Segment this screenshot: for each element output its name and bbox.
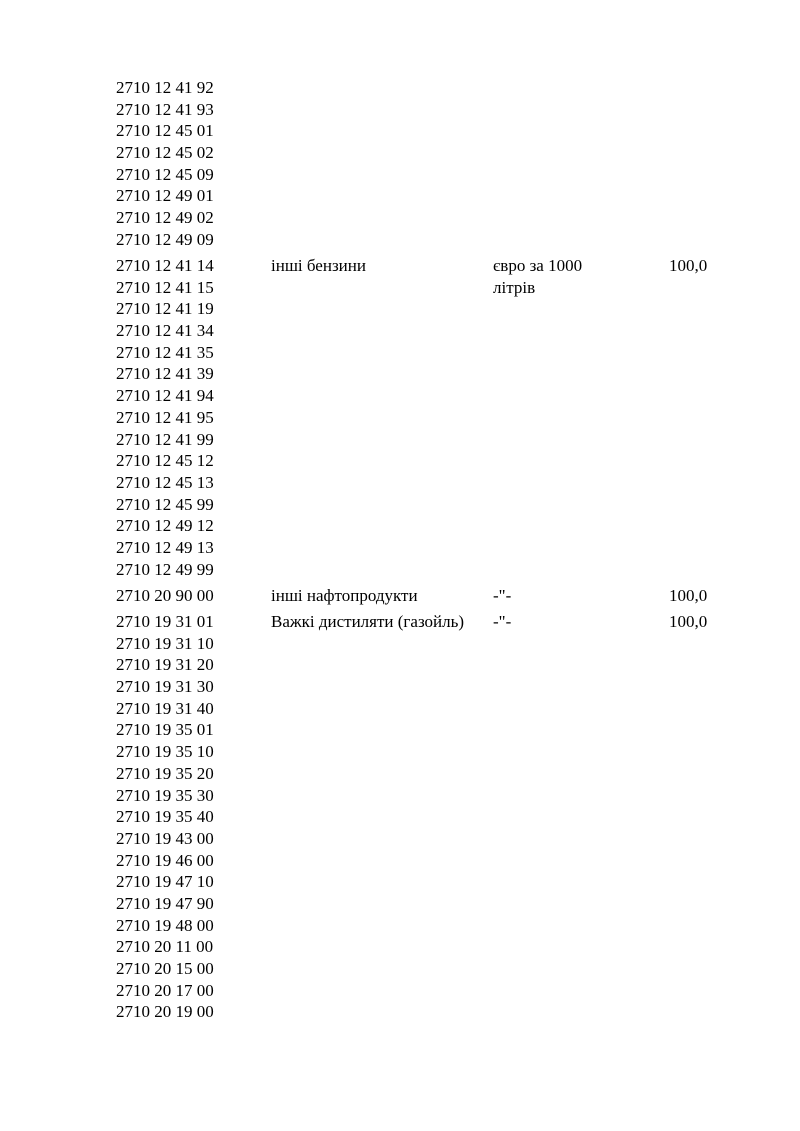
row-rate: 100,0 <box>669 585 708 605</box>
code-item: 2710 19 35 30 <box>116 785 214 805</box>
code-item: 2710 12 41 35 <box>116 342 214 362</box>
row-unit: євро за 1000 літрів <box>493 256 583 297</box>
code-item: 2710 19 48 00 <box>116 915 214 935</box>
code-item: 2710 12 49 12 <box>116 516 214 536</box>
code-list <box>116 77 266 251</box>
code-item: 2710 12 45 13 <box>116 472 214 492</box>
code-item: 2710 12 41 15 <box>116 277 214 297</box>
table-row <box>116 255 736 580</box>
table-row <box>116 611 736 1023</box>
code-item: 2710 12 49 02 <box>116 208 214 228</box>
code-item: 2710 19 31 01 <box>116 612 214 631</box>
code-list <box>116 255 266 580</box>
row-rate: 100,0 <box>669 256 708 275</box>
code-item: 2710 12 41 92 <box>116 78 214 97</box>
code-item: 2710 19 35 10 <box>116 742 214 762</box>
code-item: 2710 19 35 01 <box>116 720 214 740</box>
code-item: 2710 19 47 10 <box>116 872 214 892</box>
row-unit: -"- <box>493 585 512 605</box>
code-item: 2710 12 45 99 <box>116 494 214 514</box>
code-item: 2710 12 41 19 <box>116 299 214 319</box>
code-list <box>116 611 266 1023</box>
code-item: 2710 19 35 40 <box>116 807 214 827</box>
code-item: 2710 20 17 00 <box>116 980 214 1000</box>
code-item: 2710 12 41 95 <box>116 407 214 427</box>
code-item: 2710 12 45 02 <box>116 143 214 163</box>
code-item: 2710 19 43 00 <box>116 828 214 848</box>
table-row <box>116 585 736 607</box>
code-item: 2710 19 31 20 <box>116 655 214 675</box>
row-rate: 100,0 <box>669 612 708 631</box>
code-item: 2710 12 41 14 <box>116 256 214 275</box>
code-item: 2710 12 41 34 <box>116 321 214 341</box>
code-item: 2710 19 31 30 <box>116 677 214 697</box>
row-unit: -"- <box>493 612 512 631</box>
code-item: 2710 12 49 13 <box>116 537 214 557</box>
code-item: 2710 12 45 01 <box>116 121 214 141</box>
code-item: 2710 12 45 09 <box>116 164 214 184</box>
code-item: 2710 20 90 00 <box>116 585 214 605</box>
code-item: 2710 12 41 99 <box>116 429 214 449</box>
code-item: 2710 20 15 00 <box>116 959 214 978</box>
row-description: Важкі дистиляти (газойль) <box>271 612 465 631</box>
row-description: інші бензини <box>271 256 366 275</box>
code-item: 2710 12 49 09 <box>116 229 214 249</box>
code-item: 2710 19 46 00 <box>116 850 214 870</box>
code-item: 2710 19 47 90 <box>116 893 214 913</box>
tariff-table <box>116 77 736 1023</box>
code-item: 2710 12 49 01 <box>116 186 214 206</box>
code-item: 2710 19 35 20 <box>116 763 214 783</box>
code-item: 2710 19 31 40 <box>116 698 214 718</box>
code-item: 2710 20 11 00 <box>116 937 214 957</box>
row-description: інші нафтопродукти <box>271 585 418 605</box>
table-row <box>116 77 736 251</box>
code-item: 2710 19 31 10 <box>116 633 214 653</box>
code-item: 2710 12 49 99 <box>116 559 214 579</box>
code-item: 2710 12 41 39 <box>116 364 214 384</box>
code-item: 2710 12 41 94 <box>116 386 214 406</box>
code-item: 2710 12 41 93 <box>116 99 214 119</box>
code-list <box>116 585 266 607</box>
code-item: 2710 12 45 12 <box>116 451 214 471</box>
code-item: 2710 20 19 00 <box>116 1002 214 1022</box>
